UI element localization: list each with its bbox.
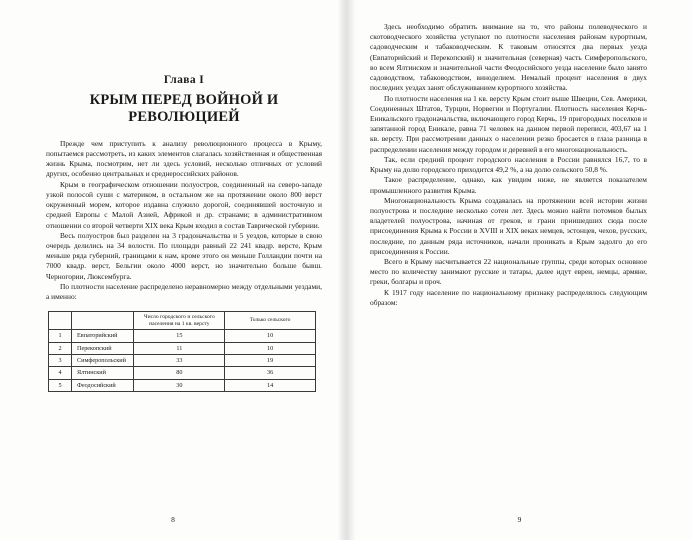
page-right — [346, 0, 693, 540]
page-title: КРЫМ ПЕРЕД ВОЙНОЙ И РЕВОЛЮЦИЕЙ — [89, 92, 279, 126]
cell-rural-density: 14 — [225, 379, 316, 391]
cell-num: 5 — [49, 379, 72, 391]
page-number-right: 9 — [517, 515, 522, 524]
paragraph: Крым в географическом отношении полуостров, соединенный на северо-западе узкой полосой суши с материком, в остальном же на протяжении около 800 верст окруженный морем, которое издавна служило дорогой, соединявшей восточную и средней Европы с Малой Азией, Африкой и др. странами; в административном отношении со второй четверти XIX века Крым входил в состав Таврической губернии. — [46, 179, 322, 230]
paragraph: Весь полуостров был разделен на 3 градоначальства и 5 уездов, которые в свою очередь делились на 34 волости. По площади равный 22 241 квадр. версте, Крым меньше ряда губерний, границами к нам, кроме этого он меньше Голландии почти на 7000 квадр. верст, Бельгии около 4000 верст, но значительно больше бывш. Черногории, Люксембурга. — [46, 230, 322, 281]
paragraph: Так, если средний процент городского населения в России равнялся 16,7, то в Крыму на долю городского приходится 49,2 %, а на долю сельского 50,8 %. — [370, 154, 647, 175]
paragraph: Прежде чем приступить к анализу революционного процесса в Крыму, попытаемся рассмотреть, из каких элементов слагалась хозяйственная и общественная жизнь Крыма, посмотрим, нет ли здесь условий, несколько отличных от условий других, особенно центральных и среднероссийских районов. — [46, 138, 322, 179]
paragraph: По плотности население распределено неравномерно между отдельными уездами, а именно: — [46, 281, 322, 302]
table-header-total-density: Число городского и сельского населения на 1 кв. версту — [134, 312, 225, 330]
table-body — [49, 330, 316, 392]
population-table-wrapper — [48, 311, 316, 392]
page-number-left: 8 — [171, 515, 175, 524]
table-header-name — [72, 312, 134, 330]
paragraph: Многонациональность Крыма создавалась на протяжении всей истории жизни полуострова и последние несколько сотен лет. Здесь можно найти потомков былых владетелей полуострова, начиная от греков, и грани приишедших сюда после присоединения Крыма к России в XVIII и XIX веках немцев, эстонцев, чехов, русских, последние, по данным ряда источников, начали проникать в Крым задолго до его присоединения к России. — [370, 195, 647, 256]
table-row — [49, 367, 316, 379]
table-head — [49, 312, 316, 330]
cell-rural-density: 36 — [225, 367, 316, 379]
table-header-row — [49, 312, 316, 330]
cell-num: 4 — [49, 367, 72, 379]
paragraph: По плотности населения на 1 кв. версту Крым стоит выше Швеции, Сев. Америки, Соединенных Штатов, Турции, Норвегии и Португалии. Плотность населения Керчь-Еникальского градоначальства, включающего город Керчь, 19 пригородных поселков и запятанной город Еникале, равна 71 человек на данном первой переписи, 403,67 на 1 кв. версту. При рассмотрении данных о населении резко бросается в глаза разница в распределении населения между городом и деревней в его многонациональность. — [370, 93, 647, 154]
table-header-num — [49, 312, 72, 330]
cell-name: Ялтинский — [72, 367, 134, 379]
cell-name: Симферопольский — [72, 355, 134, 367]
page-left — [0, 0, 346, 540]
cell-rural-density: 19 — [225, 355, 316, 367]
paragraph: Такое распределение, однако, как увидим ниже, не является показателем промышленного развития Крыма. — [370, 175, 647, 195]
paragraph: К 1917 году население по национальному признаку распределялось следующим образом: — [370, 287, 647, 307]
cell-name: Евпаторийский — [72, 330, 134, 342]
paragraph: Здесь необходимо обратить внимание на то, что районы полеводческого и скотоводческого хозяйства уступают по плотности населения районам курортным, садоводческим и табаководческим. К таковым относятся два первых уезда (Евпаторийский и Перекопский) и значительная (северная) часть Симферопольского, во всем Ялтинском и значительной части Феодосийского уезда население было занято садоводством, табаководством, виноделием. Немалый процент населения в двух последних уездах занят обслуживанием курортного хозяйства. — [370, 22, 647, 93]
table-header-rural-density: Только сельского — [225, 312, 316, 330]
cell-total-density: 30 — [134, 379, 225, 391]
cell-num: 1 — [49, 330, 72, 342]
cell-rural-density: 10 — [225, 342, 316, 354]
cell-total-density: 80 — [134, 367, 225, 379]
cell-num: 2 — [49, 342, 72, 354]
paragraph: Всего в Крыму насчитывается 22 национальные группы, среди которых основное место по количеству занимают русские и татары, далее идут евреи, немцы, армяне, греки, болгары и проч. — [370, 257, 647, 287]
population-density-table — [48, 311, 316, 392]
table-row — [49, 330, 316, 342]
cell-total-density: 33 — [134, 355, 225, 367]
cell-name: Перекопский — [72, 342, 134, 354]
cell-total-density: 15 — [134, 330, 225, 342]
table-row — [49, 355, 316, 367]
table-row — [49, 379, 316, 391]
cell-name: Феодосийский — [72, 379, 134, 391]
cell-total-density: 11 — [134, 342, 225, 354]
cell-num: 3 — [49, 355, 72, 367]
table-row — [49, 342, 316, 354]
cell-rural-density: 10 — [225, 330, 316, 342]
chapter-label: Глава I — [163, 74, 205, 86]
